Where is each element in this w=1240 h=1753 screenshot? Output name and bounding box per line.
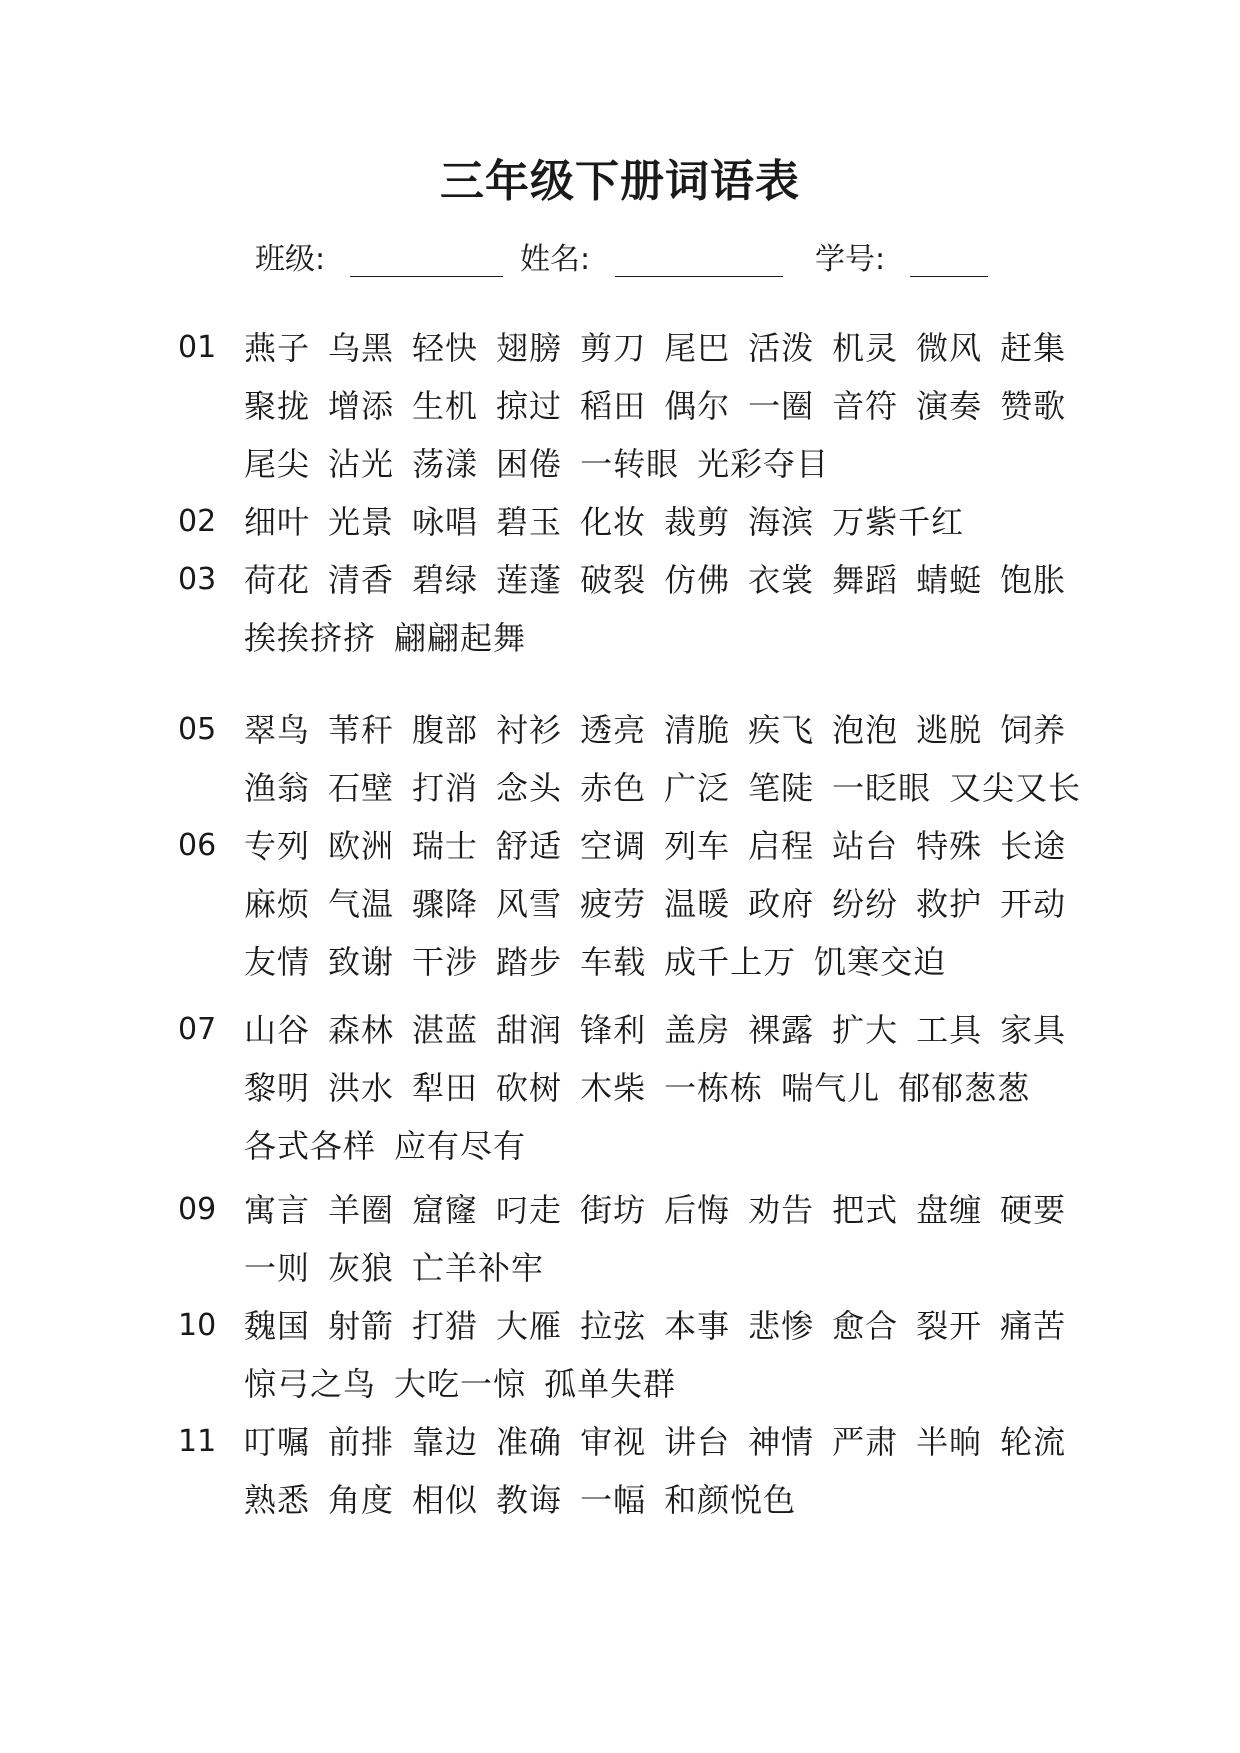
word: 赶集 xyxy=(1000,329,1067,367)
word: 渔翁 xyxy=(244,769,311,807)
word: 湛蓝 xyxy=(412,1011,479,1049)
word: 增添 xyxy=(328,387,395,425)
word: 纷纷 xyxy=(832,885,899,923)
word: 空调 xyxy=(580,827,647,865)
word: 射箭 xyxy=(328,1307,395,1345)
word: 教诲 xyxy=(496,1481,563,1519)
word: 愈合 xyxy=(832,1307,899,1345)
word: 拉弦 xyxy=(580,1307,647,1345)
word: 一幅 xyxy=(580,1481,647,1519)
word: 孤单失群 xyxy=(544,1365,677,1403)
word: 乌黑 xyxy=(328,329,395,367)
word: 苇秆 xyxy=(328,711,395,749)
word: 广泛 xyxy=(664,769,731,807)
word: 打消 xyxy=(412,769,479,807)
lesson-number: 01 xyxy=(178,330,217,365)
word: 腹部 xyxy=(412,711,479,749)
word: 森林 xyxy=(328,1011,395,1049)
word: 透亮 xyxy=(580,711,647,749)
lesson-words xyxy=(244,1297,1104,1413)
word: 聚拢 xyxy=(244,387,311,425)
word: 欧洲 xyxy=(328,827,395,865)
word: 稻田 xyxy=(580,387,647,425)
word: 掠过 xyxy=(496,387,563,425)
word: 角度 xyxy=(328,1481,395,1519)
word: 山谷 xyxy=(244,1011,311,1049)
word: 锋利 xyxy=(580,1011,647,1049)
word: 踏步 xyxy=(496,943,563,981)
word: 街坊 xyxy=(580,1191,647,1229)
word: 挨挨挤挤 xyxy=(244,619,377,657)
word: 疲劳 xyxy=(580,885,647,923)
word: 微风 xyxy=(916,329,983,367)
word: 讲台 xyxy=(664,1423,731,1461)
word: 郁郁葱葱 xyxy=(898,1069,1031,1107)
word: 干涉 xyxy=(412,943,479,981)
word: 荷花 xyxy=(244,561,311,599)
word: 细叶 xyxy=(244,503,311,541)
word: 裸露 xyxy=(748,1011,815,1049)
word: 又尖又长 xyxy=(949,769,1082,807)
name-label: 姓名: xyxy=(520,242,591,277)
word: 专列 xyxy=(244,827,311,865)
word: 裁剪 xyxy=(664,503,731,541)
word: 轮流 xyxy=(1000,1423,1067,1461)
word: 叼走 xyxy=(496,1191,563,1229)
word: 一栋栋 xyxy=(664,1069,764,1107)
word: 碧玉 xyxy=(496,503,563,541)
word: 轻快 xyxy=(412,329,479,367)
word: 家具 xyxy=(1000,1011,1067,1049)
word: 偶尔 xyxy=(664,387,731,425)
word: 工具 xyxy=(916,1011,983,1049)
word: 咏唱 xyxy=(412,503,479,541)
lesson-words xyxy=(244,1181,1104,1297)
lesson-number: 03 xyxy=(178,562,217,597)
word: 赞歌 xyxy=(1000,387,1067,425)
word: 大吃一惊 xyxy=(394,1365,527,1403)
word: 友情 xyxy=(244,943,311,981)
word: 甜润 xyxy=(496,1011,563,1049)
lesson-number: 06 xyxy=(178,828,217,863)
lesson-words xyxy=(244,1413,1104,1529)
word: 翠鸟 xyxy=(244,711,311,749)
word: 洪水 xyxy=(328,1069,395,1107)
lesson-number: 11 xyxy=(178,1424,217,1459)
word: 各式各样 xyxy=(244,1127,377,1165)
word: 悲惨 xyxy=(748,1307,815,1345)
word: 碧绿 xyxy=(412,561,479,599)
word: 荡漾 xyxy=(412,445,479,483)
word: 熟悉 xyxy=(244,1481,311,1519)
word: 演奏 xyxy=(916,387,983,425)
word: 亡羊补牢 xyxy=(412,1249,545,1287)
word: 气温 xyxy=(328,885,395,923)
word: 成千上万 xyxy=(664,943,797,981)
word: 本事 xyxy=(664,1307,731,1345)
word: 惊弓之鸟 xyxy=(244,1365,377,1403)
word: 莲蓬 xyxy=(496,561,563,599)
word: 盘缠 xyxy=(916,1191,983,1229)
id-label: 学号: xyxy=(815,242,886,277)
word: 严肃 xyxy=(832,1423,899,1461)
word: 打猎 xyxy=(412,1307,479,1345)
word: 翅膀 xyxy=(496,329,563,367)
word: 饱胀 xyxy=(1000,561,1067,599)
word: 翩翩起舞 xyxy=(394,619,527,657)
word: 饥寒交迫 xyxy=(814,943,947,981)
id-blank[interactable] xyxy=(910,276,988,277)
word: 瑞士 xyxy=(412,827,479,865)
word: 魏国 xyxy=(244,1307,311,1345)
word: 扩大 xyxy=(832,1011,899,1049)
word: 前排 xyxy=(328,1423,395,1461)
word: 衬衫 xyxy=(496,711,563,749)
word: 灰狼 xyxy=(328,1249,395,1287)
word: 半晌 xyxy=(916,1423,983,1461)
word: 痛苦 xyxy=(1000,1307,1067,1345)
word: 木柴 xyxy=(580,1069,647,1107)
name-blank[interactable] xyxy=(615,276,783,277)
word: 硬要 xyxy=(1000,1191,1067,1229)
word: 万紫千红 xyxy=(832,503,965,541)
word: 音符 xyxy=(832,387,899,425)
word: 仿佛 xyxy=(664,561,731,599)
word: 泡泡 xyxy=(832,711,899,749)
word: 温暖 xyxy=(664,885,731,923)
word: 窟窿 xyxy=(412,1191,479,1229)
lesson-number: 07 xyxy=(178,1012,217,1047)
word: 特殊 xyxy=(916,827,983,865)
word: 清脆 xyxy=(664,711,731,749)
word: 尾尖 xyxy=(244,445,311,483)
word: 列车 xyxy=(664,827,731,865)
word: 一转眼 xyxy=(580,445,680,483)
class-blank[interactable] xyxy=(350,276,503,277)
word: 逃脱 xyxy=(916,711,983,749)
lesson-words xyxy=(244,319,1104,493)
word: 审视 xyxy=(580,1423,647,1461)
lesson-number: 09 xyxy=(178,1192,217,1227)
word: 剪刀 xyxy=(580,329,647,367)
word: 活泼 xyxy=(748,329,815,367)
word: 劝告 xyxy=(748,1191,815,1229)
word: 海滨 xyxy=(748,503,815,541)
word: 光景 xyxy=(328,503,395,541)
word: 大雁 xyxy=(496,1307,563,1345)
word: 燕子 xyxy=(244,329,311,367)
word: 裂开 xyxy=(916,1307,983,1345)
word: 把式 xyxy=(832,1191,899,1229)
word: 赤色 xyxy=(580,769,647,807)
word: 破裂 xyxy=(580,561,647,599)
word: 叮嘱 xyxy=(244,1423,311,1461)
word: 犁田 xyxy=(412,1069,479,1107)
word: 一则 xyxy=(244,1249,311,1287)
word: 喘气儿 xyxy=(781,1069,881,1107)
word: 盖房 xyxy=(664,1011,731,1049)
word: 困倦 xyxy=(496,445,563,483)
word: 石壁 xyxy=(328,769,395,807)
word: 靠边 xyxy=(412,1423,479,1461)
word: 蜻蜓 xyxy=(916,561,983,599)
page-title: 三年级下册词语表 xyxy=(440,156,800,207)
word: 长途 xyxy=(1000,827,1067,865)
word: 笔陡 xyxy=(748,769,815,807)
word: 和颜悦色 xyxy=(664,1481,797,1519)
word: 站台 xyxy=(832,827,899,865)
word: 羊圈 xyxy=(328,1191,395,1229)
word: 衣裳 xyxy=(748,561,815,599)
word: 黎明 xyxy=(244,1069,311,1107)
lesson-number: 02 xyxy=(178,504,217,539)
word: 饲养 xyxy=(1000,711,1067,749)
word: 神情 xyxy=(748,1423,815,1461)
word: 一圈 xyxy=(748,387,815,425)
word: 一眨眼 xyxy=(832,769,932,807)
word: 沾光 xyxy=(328,445,395,483)
word: 应有尽有 xyxy=(394,1127,527,1165)
lesson-words xyxy=(244,701,1104,817)
word: 开动 xyxy=(1000,885,1067,923)
word: 风雪 xyxy=(496,885,563,923)
word: 准确 xyxy=(496,1423,563,1461)
word: 致谢 xyxy=(328,943,395,981)
word: 舒适 xyxy=(496,827,563,865)
word: 救护 xyxy=(916,885,983,923)
word: 寓言 xyxy=(244,1191,311,1229)
word: 舞蹈 xyxy=(832,561,899,599)
word: 政府 xyxy=(748,885,815,923)
word: 启程 xyxy=(748,827,815,865)
word: 尾巴 xyxy=(664,329,731,367)
class-label: 班级: xyxy=(255,242,326,277)
word: 光彩夺目 xyxy=(697,445,830,483)
lesson-number: 10 xyxy=(178,1308,217,1343)
student-info-row xyxy=(0,238,1240,282)
word: 相似 xyxy=(412,1481,479,1519)
lesson-words xyxy=(244,551,1104,667)
word: 骤降 xyxy=(412,885,479,923)
word: 砍树 xyxy=(496,1069,563,1107)
word: 车载 xyxy=(580,943,647,981)
word: 机灵 xyxy=(832,329,899,367)
lesson-words xyxy=(244,1001,1104,1175)
lesson-words xyxy=(244,493,1104,551)
word: 念头 xyxy=(496,769,563,807)
lesson-words xyxy=(244,817,1104,991)
word: 生机 xyxy=(412,387,479,425)
word: 后悔 xyxy=(664,1191,731,1229)
word: 化妆 xyxy=(580,503,647,541)
lesson-number: 05 xyxy=(178,712,217,747)
word: 清香 xyxy=(328,561,395,599)
word: 疾飞 xyxy=(748,711,815,749)
word: 麻烦 xyxy=(244,885,311,923)
